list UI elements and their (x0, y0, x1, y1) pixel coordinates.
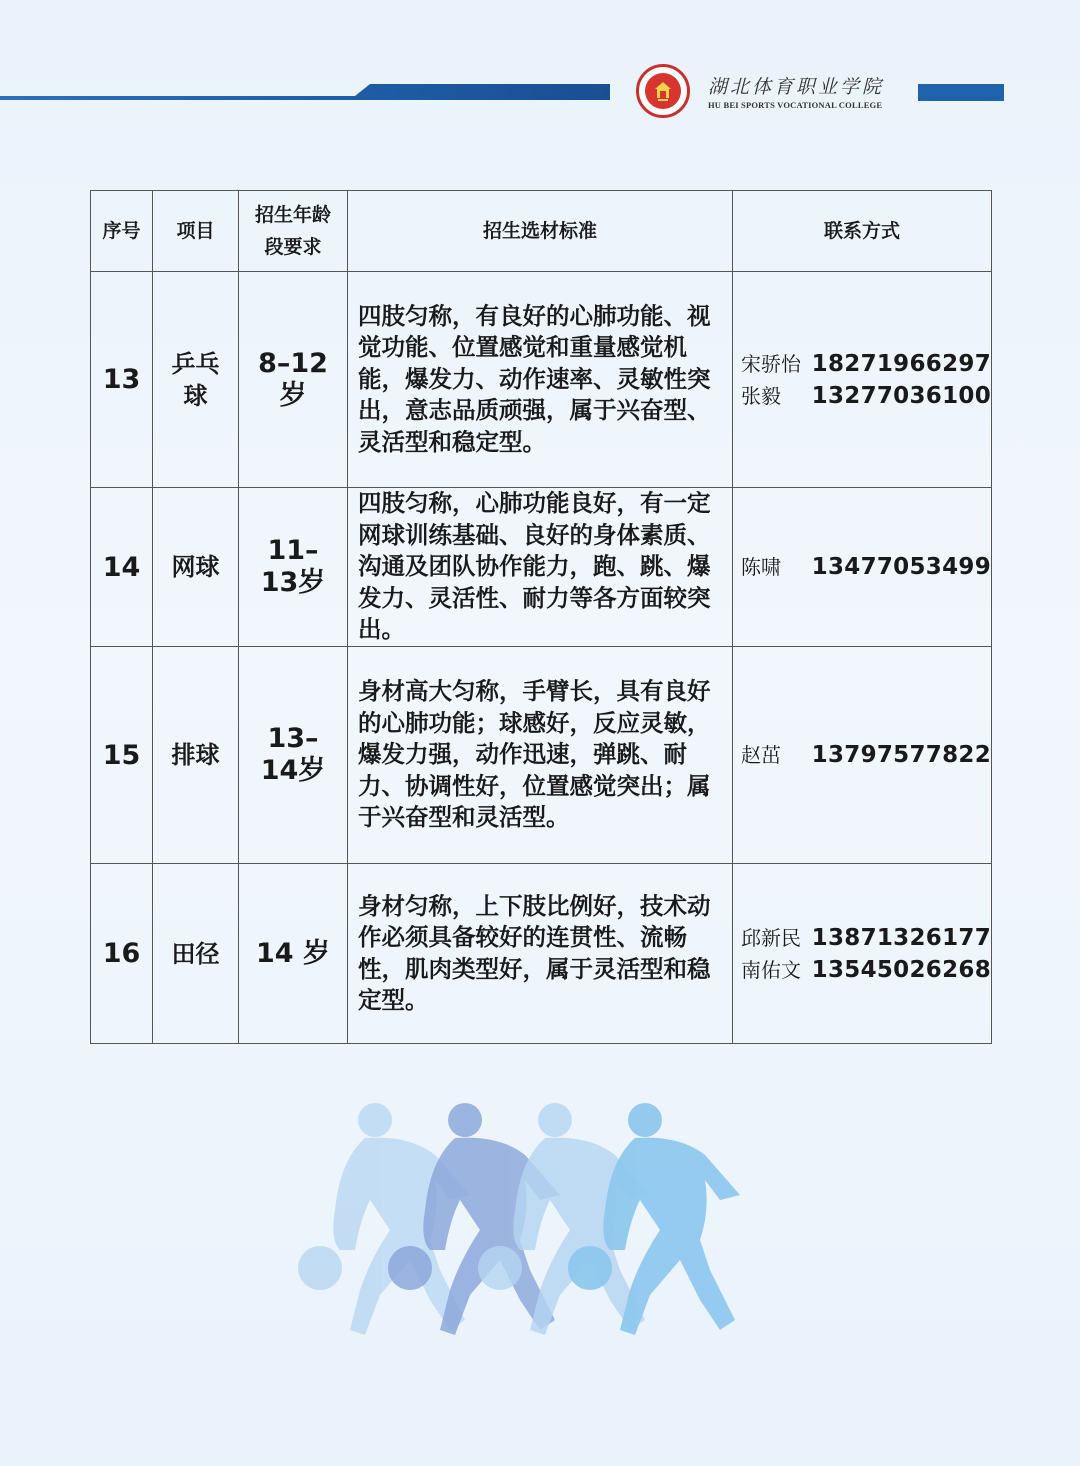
header-age-text: 招生年龄段要求 (254, 204, 331, 258)
basketball-players-illustration (280, 1080, 800, 1380)
college-emblem-icon (645, 73, 681, 109)
header-item: 项目 (153, 191, 239, 272)
contact-phone: 13545026268 (811, 956, 991, 983)
row-age-text: 13–14岁 (260, 723, 326, 786)
header-stripe-right (918, 84, 1004, 101)
college-name-cn: 湖北体育职业学院 (708, 76, 885, 98)
contact-line (741, 551, 991, 583)
row-age: 14 岁 (239, 864, 348, 1044)
row-standard: 四肢匀称，心肺功能良好，有一定网球训练基础、良好的身体素质、沟通及团队协作能力，跑、跳、爆发力、灵活性、耐力等各方面较突出。 (348, 488, 733, 647)
contact-name: 南佑文 (741, 957, 801, 982)
table-row (91, 488, 992, 647)
admissions-table (90, 190, 992, 1044)
row-contact (733, 272, 992, 488)
header-age (239, 191, 348, 272)
contact-phone: 13797577822 (811, 742, 991, 768)
contact-name: 陈啸 (741, 555, 781, 579)
row-standard: 身材匀称，上下肢比例好，技术动作必须具备较好的连贯性、流畅性，肌肉类型好，属于灵活型和稳定型。 (348, 864, 733, 1044)
row-standard: 身材高大匀称，手臂长，具有良好的心肺功能；球感好，反应灵敏，爆发力强，动作迅速，弹跳、耐力、协调性好，位置感觉突出；属于兴奋型和灵活型。 (348, 647, 733, 864)
row-contact (733, 864, 992, 1044)
contact-name: 邱新民 (741, 925, 801, 950)
college-logo (636, 64, 690, 118)
row-item: 网球 (153, 488, 239, 647)
table-row (91, 647, 992, 864)
contact-name: 赵茁 (741, 743, 781, 767)
row-standard: 四肢匀称，有良好的心肺功能、视觉功能、位置感觉和重量感觉机能，爆发力、动作速率、灵敏性突出，意志品质顽强，属于兴奋型、灵活型和稳定型。 (348, 272, 733, 488)
college-name-en: HU BEI SPORTS VOCATIONAL COLLEGE (708, 100, 883, 110)
contact-phone: 13477053499 (811, 554, 991, 580)
table-row (91, 272, 992, 488)
header-stripe-left (0, 84, 610, 100)
contact-phone: 13277036100 (811, 382, 991, 409)
header-contact: 联系方式 (733, 191, 992, 272)
row-age (239, 647, 348, 864)
contact-line (741, 380, 991, 412)
contact-line (741, 954, 991, 986)
contact-phone: 18271966297 (811, 350, 991, 377)
college-name (708, 76, 908, 110)
table-row (91, 864, 992, 1044)
row-no: 15 (91, 647, 153, 864)
row-age-text: 11–13岁 (260, 535, 326, 598)
contact-phone: 13871326177 (811, 924, 991, 951)
contact-name: 张毅 (741, 383, 781, 408)
row-contact (733, 488, 992, 647)
row-age (239, 488, 348, 647)
row-item (153, 272, 239, 488)
contact-line (741, 922, 991, 954)
row-item-text: 乒乓球 (171, 349, 220, 410)
contact-line (741, 348, 991, 380)
table-header-row (91, 191, 992, 272)
row-no: 14 (91, 488, 153, 647)
contact-line (741, 739, 991, 771)
row-no: 16 (91, 864, 153, 1044)
contact-name: 宋骄怡 (741, 351, 801, 376)
row-item: 田径 (153, 864, 239, 1044)
row-no: 13 (91, 272, 153, 488)
header-no: 序号 (91, 191, 153, 272)
row-item: 排球 (153, 647, 239, 864)
row-age-text: 8–12岁 (258, 347, 328, 411)
row-age (239, 272, 348, 488)
row-contact (733, 647, 992, 864)
header-standard: 招生选材标准 (348, 191, 733, 272)
